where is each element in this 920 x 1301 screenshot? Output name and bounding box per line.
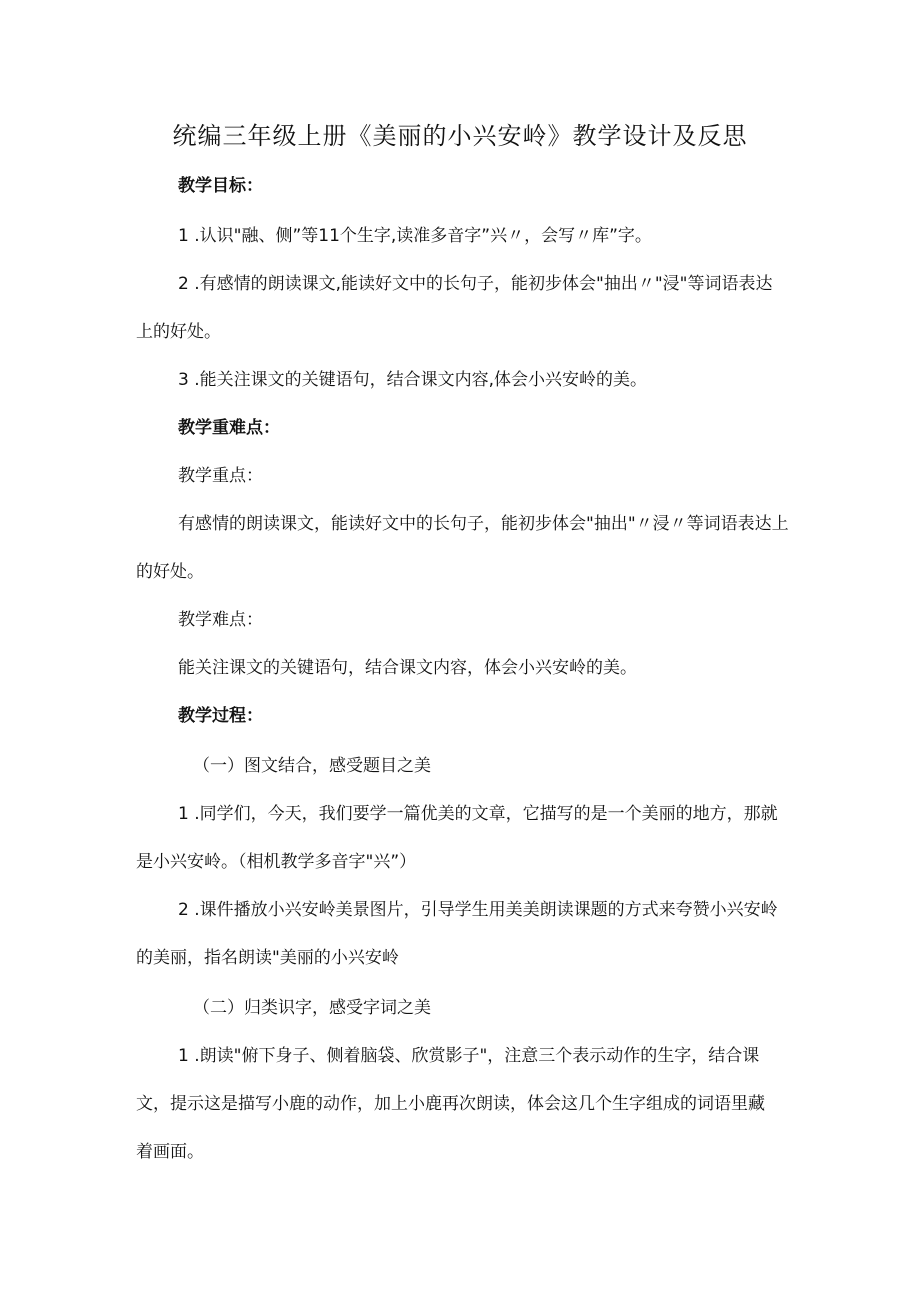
- process-part-1-step-2: 2 .课件播放小兴安岭美景图片，引导学生用美美朗读课题的方式来夸赞小兴安岭: [178, 900, 778, 920]
- document-title: 统编三年级上册《美丽的小兴安岭》教学设计及反思: [172, 122, 748, 150]
- process-part-2-step-1: 1 .朗读"俯下身子、侧着脑袋、欣赏影子"，注意三个表示动作的生字，结合课: [178, 1046, 760, 1066]
- process-part-1-step-2-continued: 的美丽，指名朗读"美丽的小兴安岭: [136, 948, 399, 968]
- section-heading-process: 教学过程：: [178, 706, 263, 726]
- process-part-2-step-1-continued-2: 着画面。: [136, 1142, 204, 1162]
- key-points-text: 有感情的朗读课文，能读好文中的长句子，能初步体会"抽出"〃浸〃等词语表达上: [178, 514, 789, 534]
- process-part-1-step-1-continued: 是小兴安岭。（相机教学多音字"兴”）: [136, 852, 417, 872]
- section-heading-objectives: 教学目标：: [178, 176, 263, 196]
- process-part-2-step-1-continued: 文，提示这是描写小鹿的动作，加上小鹿再次朗读，体会这几个生字组成的词语里藏: [136, 1094, 765, 1114]
- subheading-difficult-points: 教学难点：: [178, 610, 263, 630]
- process-part-1-step-1: 1 .同学们，今天，我们要学一篇优美的文章，它描写的是一个美丽的地方，那就: [178, 804, 778, 824]
- subheading-key-points: 教学重点：: [178, 466, 263, 486]
- objective-2: 2 .有感情的朗读课文,能读好文中的长句子，能初步体会"抽出〃"浸"等词语表达: [178, 274, 773, 294]
- objective-2-continued: 上的好处。: [136, 322, 221, 342]
- objective-1: 1 .认识"融、侧”等11个生字,读准多音字”兴〃，会写〃库”字。: [178, 226, 652, 246]
- process-part-1-heading: （一）图文结合，感受题目之美: [193, 756, 431, 776]
- key-points-text-continued: 的好处。: [136, 562, 204, 582]
- difficult-points-text: 能关注课文的关键语句，结合课文内容，体会小兴安岭的美。: [178, 658, 637, 678]
- section-heading-key-difficult: 教学重难点：: [178, 418, 280, 438]
- objective-3: 3 .能关注课文的关键语句，结合课文内容,体会小兴安岭的美。: [178, 370, 648, 390]
- process-part-2-heading: （二）归类识字，感受字词之美: [193, 998, 431, 1018]
